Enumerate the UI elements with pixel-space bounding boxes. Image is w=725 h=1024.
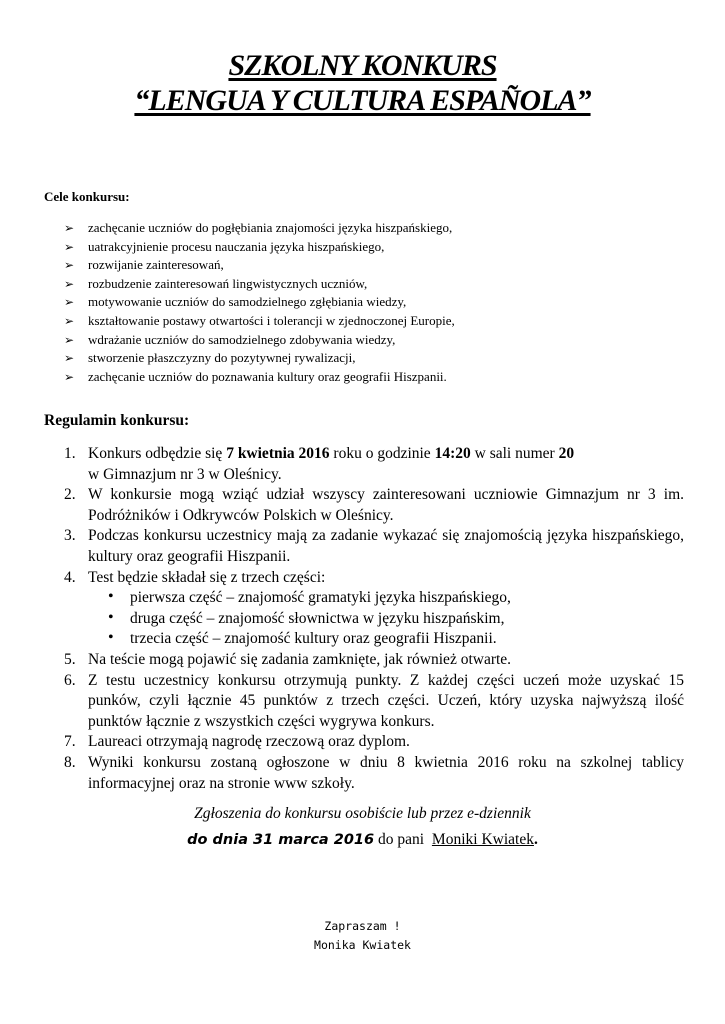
rule-number: 7. — [64, 733, 76, 751]
sub-item: • pierwsza część – znajomość gramatyki języka hiszpańskiego, — [108, 588, 511, 607]
bullet-dot-icon: • — [108, 608, 114, 626]
rule-number: 6. — [64, 671, 76, 689]
arrow-bullet-icon: ➢ — [64, 276, 75, 291]
rule-1: 1. Konkurs odbędzie się 7 kwietnia 2016 roku o godzinie 14:20 w sali numer 20 w Gimnazjum nr 3 w Oleśnicy. — [64, 445, 575, 483]
arrow-bullet-icon: ➢ — [64, 351, 75, 366]
rule-3: 3. Podczas konkursu uczestnicy mają za zadanie wykazać się znajomością języka hiszpańskiego, kultury oraz geografii Hiszpanii. — [64, 527, 684, 565]
list-item: ➢ rozwijanie zainteresowań, — [64, 256, 455, 275]
rules-list — [64, 444, 684, 794]
arrow-bullet-icon: ➢ — [64, 295, 75, 310]
arrow-bullet-icon: ➢ — [64, 332, 75, 347]
rules-heading: Regulamin konkursu: — [44, 412, 190, 429]
rule-6: 6. Z testu uczestnicy konkursu otrzymują punkty. Z każdej części uczeń może uzyskać 15 punków, czyli łącznie 45 punktów z trzech części. Uczeń, który uzyska najwyższą ilość punktów łącznie z wszystkich części wygrywa konkurs. — [64, 671, 684, 730]
goals-heading: Cele konkursu: — [44, 189, 130, 204]
signature-name: Monika Kwiatek — [314, 938, 411, 952]
sub-item: • druga część – znajomość słownictwa w języku hiszpańskim, — [108, 608, 505, 627]
rule-7: 7. Laureaci otrzymają nagrodę rzeczową oraz dyplom. — [64, 732, 684, 753]
list-item: ➢ stworzenie płaszczyzny do pozytywnej rywalizacji, — [64, 349, 455, 368]
signature-greeting: Zapraszam ! — [324, 919, 401, 933]
bullet-dot-icon: • — [108, 629, 114, 647]
registration-deadline: do dnia 31 marca 2016 — [187, 832, 375, 848]
arrow-bullet-icon: ➢ — [64, 221, 75, 235]
arrow-bullet-icon: ➢ — [64, 258, 75, 273]
list-item: ➢ zachęcanie uczniów do pogłębiania znajomości języka hiszpańskiego, — [64, 219, 455, 238]
bullet-dot-icon: • — [108, 588, 114, 606]
title-line-2: “LENGUA Y CULTURA ESPAÑOLA” — [134, 84, 591, 117]
registration-line: Zgłoszenia do konkursu osobiście lub przez e-dziennik — [194, 805, 531, 822]
registration-deadline-line: do dnia 31 marca 2016 do pani Moniki Kwiatek. — [187, 831, 538, 848]
list-item: ➢ wdrażanie uczniów do samodzielnego zdobywania wiedzy, — [64, 331, 455, 350]
rule-number: 2. — [64, 486, 76, 504]
arrow-bullet-icon: ➢ — [64, 313, 75, 328]
list-item: ➢ motywowanie uczniów do samodzielnego zgłębiania wiedzy, — [64, 293, 455, 312]
list-item: ➢ zachęcanie uczniów do poznawania kultury oraz geografii Hiszpanii. — [64, 368, 455, 387]
contest-time: 14:20 — [434, 445, 471, 462]
rule-number: 8. — [64, 753, 76, 771]
rule-8: 8. Wyniki konkursu zostaną ogłoszone w dniu 8 kwietnia 2016 roku na szkolnej tablicy informacyjnej oraz na stronie www szkoły. — [64, 753, 684, 792]
rule-4: 4. Test będzie składał się z trzech części: — [64, 568, 684, 589]
title-line-1: SZKOLNY KONKURS — [228, 49, 497, 82]
arrow-bullet-icon: ➢ — [64, 239, 75, 254]
goals-list — [64, 219, 455, 386]
list-item: ➢ kształtowanie postawy otwartości i tolerancji w zjednoczonej Europie, — [64, 312, 455, 331]
arrow-bullet-icon: ➢ — [64, 369, 75, 384]
teacher-name: Moniki Kwiatek — [431, 831, 534, 848]
rule-5: 5. Na teście mogą pojawić się zadania zamknięte, jak również otwarte. — [64, 650, 684, 671]
rule-number: 1. — [64, 445, 76, 462]
rule-number: 5. — [64, 650, 76, 668]
list-item: ➢ uatrakcyjnienie procesu nauczania języka hiszpańskiego, — [64, 238, 455, 257]
rule-2: 2. W konkursie mogą wziąć udział wszyscy zainteresowani uczniowie Gimnazjum nr 3 im. Podróżników i Odkrywców Polskich w Oleśnicy. — [64, 486, 684, 524]
room-number: 20 — [558, 445, 575, 462]
contest-date: 7 kwietnia 2016 — [226, 445, 330, 462]
list-item: ➢ rozbudzenie zainteresowań lingwistycznych uczniów, — [64, 275, 455, 294]
sub-item: • trzecia część – znajomość kultury oraz geografii Hiszpanii. — [108, 629, 497, 648]
rule-number: 4. — [64, 568, 76, 586]
rule-number: 3. — [64, 527, 76, 545]
